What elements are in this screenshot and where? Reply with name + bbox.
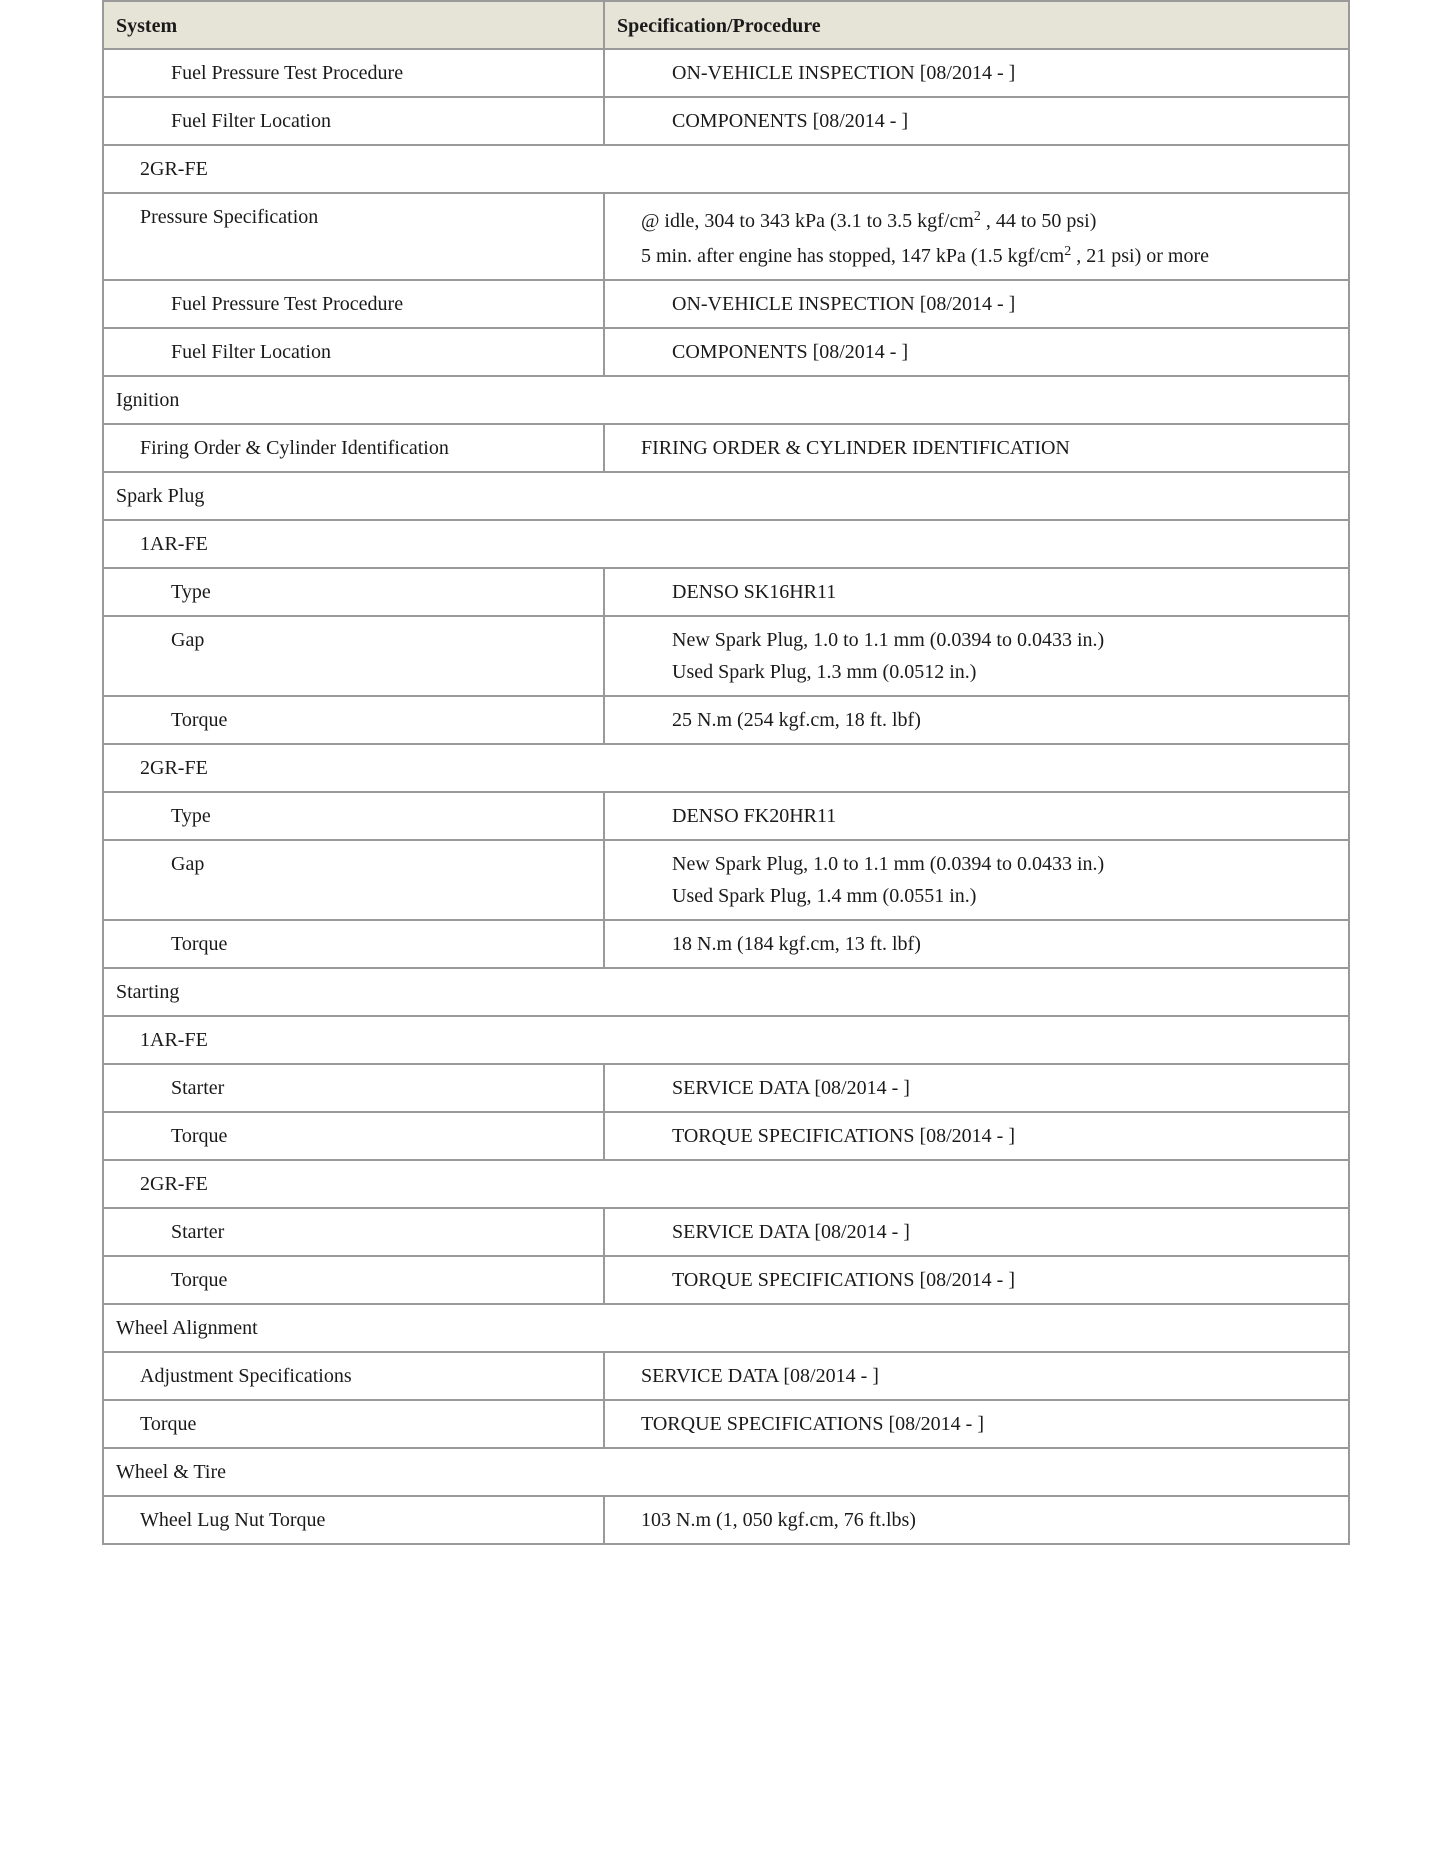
spec-line	[641, 237, 1336, 272]
spec-cell	[604, 1256, 1349, 1304]
spec-line: TORQUE SPECIFICATIONS [08/2014 - ]	[672, 1125, 1015, 1147]
system-cell: Torque	[103, 1256, 604, 1304]
section-row	[103, 376, 1349, 424]
table-row	[103, 792, 1349, 840]
table-row	[103, 1208, 1349, 1256]
spec-line: TORQUE SPECIFICATIONS [08/2014 - ]	[672, 1269, 1015, 1291]
section-row	[103, 1448, 1349, 1496]
table-row	[103, 1496, 1349, 1544]
spec-cell	[604, 792, 1349, 840]
spec-cell	[604, 1496, 1349, 1544]
spec-cell	[604, 920, 1349, 968]
section-label: 1AR-FE	[103, 520, 1349, 568]
spec-cell	[604, 568, 1349, 616]
table-row	[103, 696, 1349, 744]
spec-line: FIRING ORDER & CYLINDER IDENTIFICATION	[641, 437, 1070, 459]
system-cell: Fuel Filter Location	[103, 328, 604, 376]
system-cell: Torque	[103, 1112, 604, 1160]
section-row	[103, 520, 1349, 568]
spec-cell	[604, 193, 1349, 280]
column-header-system: System	[103, 1, 604, 49]
spec-cell	[604, 49, 1349, 97]
table-row	[103, 49, 1349, 97]
system-cell: Torque	[103, 1400, 604, 1448]
section-label: 2GR-FE	[103, 744, 1349, 792]
section-label: Spark Plug	[103, 472, 1349, 520]
spec-cell	[604, 280, 1349, 328]
spec-cell	[604, 1064, 1349, 1112]
spec-line: DENSO SK16HR11	[672, 581, 837, 603]
system-cell: Torque	[103, 920, 604, 968]
superscript: 2	[1064, 244, 1072, 259]
spec-line: Used Spark Plug, 1.3 mm (0.0512 in.)	[672, 661, 977, 683]
spec-line: COMPONENTS [08/2014 - ]	[672, 341, 909, 363]
spec-line: ON-VEHICLE INSPECTION [08/2014 - ]	[672, 293, 1016, 315]
section-label: 2GR-FE	[103, 145, 1349, 193]
spec-line: DENSO FK20HR11	[672, 805, 837, 827]
spec-text: 5 min. after engine has stopped, 147 kPa (1.5 kgf/cm	[641, 245, 1065, 267]
column-header-spec: Specification/Procedure	[604, 1, 1349, 49]
spec-line: ON-VEHICLE INSPECTION [08/2014 - ]	[672, 62, 1016, 84]
section-row	[103, 744, 1349, 792]
table-row	[103, 193, 1349, 280]
section-label: Wheel & Tire	[103, 1448, 1349, 1496]
system-cell: Starter	[103, 1208, 604, 1256]
spec-cell	[604, 1208, 1349, 1256]
spec-cell	[604, 840, 1349, 920]
system-cell: Gap	[103, 840, 604, 920]
spec-cell	[604, 696, 1349, 744]
spec-cell	[604, 97, 1349, 145]
section-row	[103, 145, 1349, 193]
table-row	[103, 920, 1349, 968]
spec-line: TORQUE SPECIFICATIONS [08/2014 - ]	[641, 1413, 984, 1435]
section-label: 1AR-FE	[103, 1016, 1349, 1064]
spec-line: COMPONENTS [08/2014 - ]	[672, 110, 909, 132]
system-cell: Fuel Pressure Test Procedure	[103, 280, 604, 328]
section-row	[103, 1304, 1349, 1352]
system-cell: Wheel Lug Nut Torque	[103, 1496, 604, 1544]
table-row	[103, 1256, 1349, 1304]
system-cell: Adjustment Specifications	[103, 1352, 604, 1400]
section-row	[103, 1160, 1349, 1208]
superscript: 2	[973, 209, 981, 224]
spec-line: 103 N.m (1, 050 kgf.cm, 76 ft.lbs)	[641, 1509, 916, 1531]
spec-line: SERVICE DATA [08/2014 - ]	[672, 1077, 910, 1099]
section-label: 2GR-FE	[103, 1160, 1349, 1208]
spec-line: 25 N.m (254 kgf.cm, 18 ft. lbf)	[672, 709, 921, 731]
section-row	[103, 472, 1349, 520]
system-cell: Fuel Filter Location	[103, 97, 604, 145]
table-row	[103, 97, 1349, 145]
spec-cell	[604, 1400, 1349, 1448]
spec-line: New Spark Plug, 1.0 to 1.1 mm (0.0394 to 0.0433 in.)	[672, 853, 1105, 875]
spec-line: SERVICE DATA [08/2014 - ]	[641, 1365, 879, 1387]
table-row	[103, 616, 1349, 696]
section-label: Ignition	[103, 376, 1349, 424]
system-cell: Fuel Pressure Test Procedure	[103, 49, 604, 97]
spec-line: SERVICE DATA [08/2014 - ]	[672, 1221, 910, 1243]
table-row	[103, 328, 1349, 376]
spec-line	[641, 201, 1336, 237]
section-row	[103, 1016, 1349, 1064]
spec-cell	[604, 616, 1349, 696]
spec-line: 18 N.m (184 kgf.cm, 13 ft. lbf)	[672, 933, 921, 955]
system-cell: Starter	[103, 1064, 604, 1112]
spec-line: New Spark Plug, 1.0 to 1.1 mm (0.0394 to 0.0433 in.)	[672, 629, 1105, 651]
table-body	[103, 49, 1349, 1544]
system-cell: Type	[103, 568, 604, 616]
spec-cell	[604, 1112, 1349, 1160]
table-row	[103, 568, 1349, 616]
table-row	[103, 1400, 1349, 1448]
spec-table	[102, 0, 1350, 1545]
header-row	[103, 1, 1349, 49]
table-row	[103, 840, 1349, 920]
table-row	[103, 1064, 1349, 1112]
spec-cell	[604, 328, 1349, 376]
table-row	[103, 424, 1349, 472]
spec-line: Used Spark Plug, 1.4 mm (0.0551 in.)	[672, 885, 977, 907]
table-header	[103, 1, 1349, 49]
section-label: Wheel Alignment	[103, 1304, 1349, 1352]
spec-text: , 21 psi) or more	[1071, 245, 1210, 267]
spec-text: , 44 to 50 psi)	[980, 210, 1097, 232]
system-cell: Pressure Specification	[103, 193, 604, 280]
section-label: Starting	[103, 968, 1349, 1016]
system-cell: Type	[103, 792, 604, 840]
system-cell: Firing Order & Cylinder Identification	[103, 424, 604, 472]
section-row	[103, 968, 1349, 1016]
spec-cell	[604, 1352, 1349, 1400]
table-row	[103, 1112, 1349, 1160]
system-cell: Torque	[103, 696, 604, 744]
spec-cell	[604, 424, 1349, 472]
spec-text: @ idle, 304 to 343 kPa (3.1 to 3.5 kgf/cm	[641, 210, 974, 232]
table-row	[103, 1352, 1349, 1400]
system-cell: Gap	[103, 616, 604, 696]
table-row	[103, 280, 1349, 328]
